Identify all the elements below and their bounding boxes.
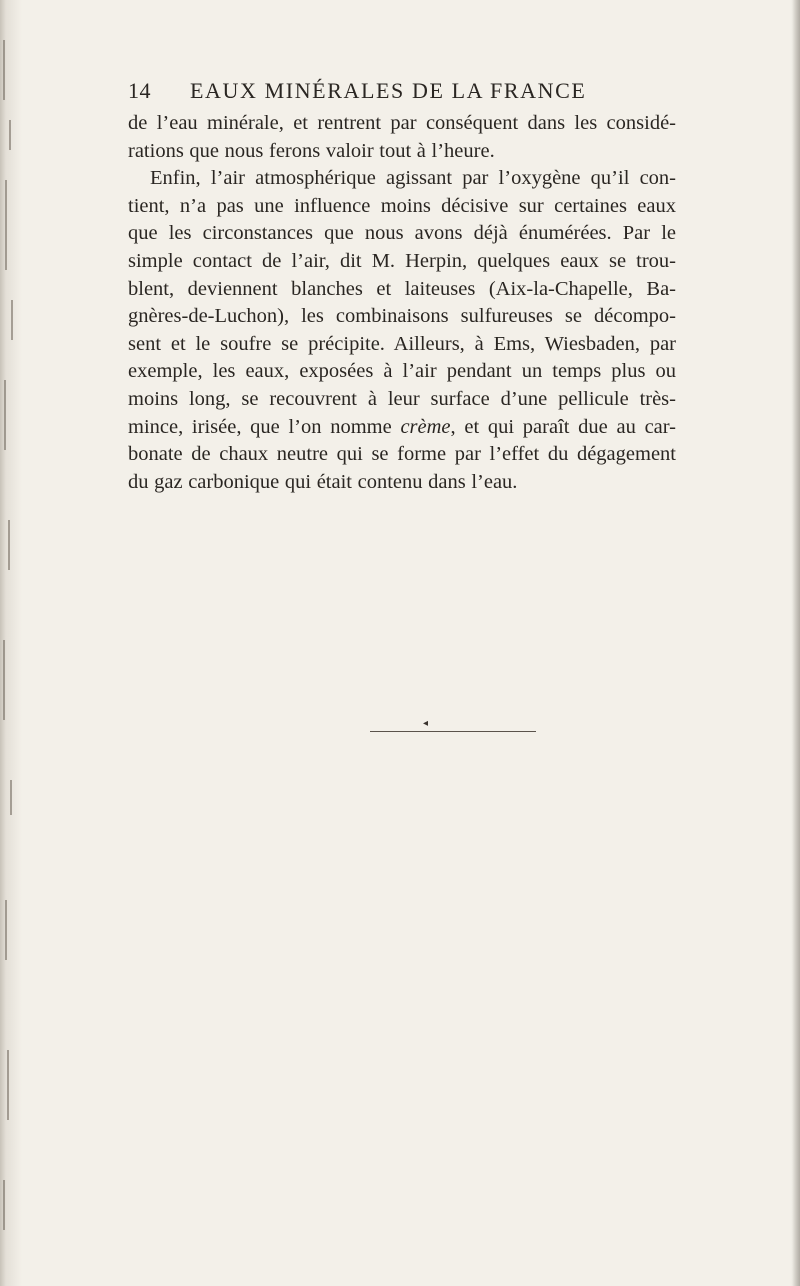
page-right-edge [792,0,800,1286]
text-line: que les circonstances que nous avons déjà énumérées. Par le [128,222,676,245]
text-line: bonate de chaux neutre qui se forme par l’effet du dégagement [128,443,676,466]
text-line: tient, n’a pas une influence moins décisive sur certaines eaux [128,194,676,217]
text-line-with-italic [128,414,676,442]
page-number: 14 [128,78,151,103]
binding-edge [0,0,20,1286]
text-line: sent et le soufre se précipite. Ailleurs, à Ems, Wiesbaden, par [128,332,676,355]
ink-mark: ◂ [423,718,429,729]
body-text [128,110,676,496]
text-line: Enfin, l’air atmosphérique agissant par l’oxygène qu’il con- [150,167,676,190]
text-fragment: , et qui paraît due au car- [450,415,677,438]
text-line: de l’eau minérale, et rentrent par conséquent dans les considé- [128,112,676,134]
text-line: blent, deviennent blanches et laiteuses (Aix-la-Chapelle, Ba- [128,277,676,300]
text-line: exemple, les eaux, exposées à l’air pendant un temps plus ou [128,360,676,383]
section-rule [370,731,536,732]
running-head: EAUX MINÉRALES DE LA FRANCE [190,78,587,103]
text-line: gnères-de-Luchon), les combinaisons sulfureuses se décompo- [128,305,676,328]
page-header [128,78,688,108]
italic-term: crème [400,415,451,438]
text-fragment: mince, irisée, que l’on nomme [128,415,401,438]
text-line: du gaz carbonique qui était contenu dans l’eau. [128,470,518,493]
text-line: moins long, se recouvrent à leur surface d’une pellicule très- [128,387,676,410]
text-line: rations que nous ferons valoir tout à l’heure. [128,139,495,162]
text-line: simple contact de l’air, dit M. Herpin, quelques eaux se trou- [128,249,676,272]
